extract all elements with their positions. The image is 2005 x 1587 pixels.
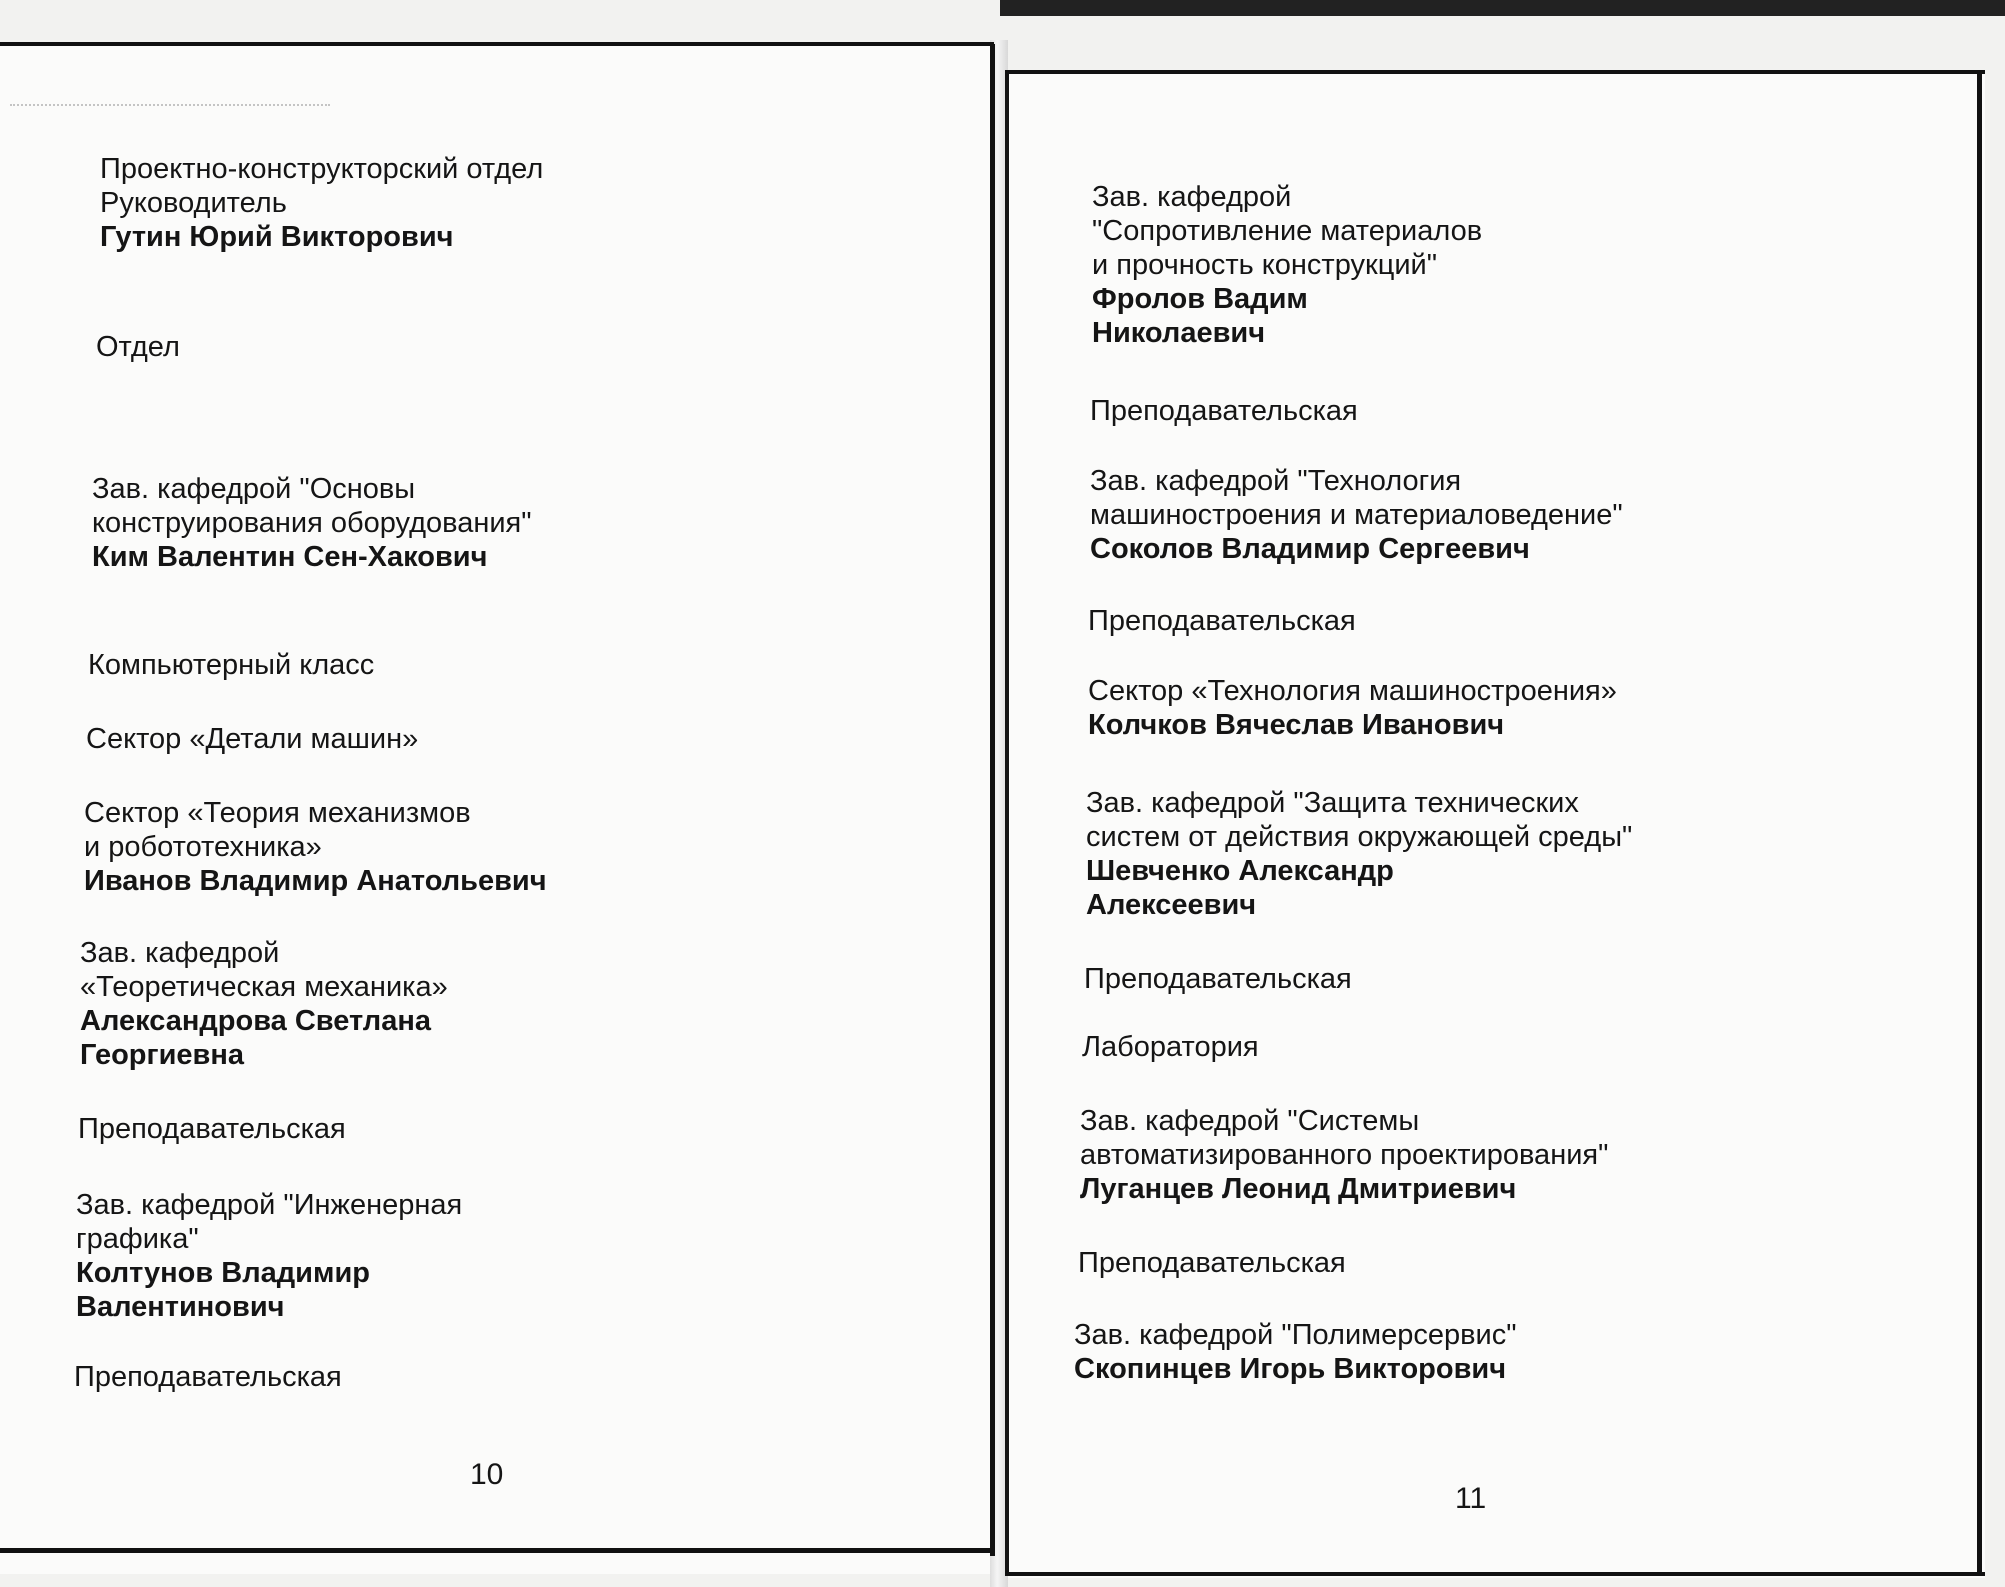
person-name: Валентинович	[76, 1291, 285, 1323]
person-name: Фролов Вадим	[1092, 283, 1308, 315]
person-name: Александрова Светлана	[80, 1005, 431, 1037]
right-frame-right	[1977, 70, 1982, 1576]
entry-title-line: «Теоретическая механика»	[80, 971, 448, 1003]
entry-title-line: Зав. кафедрой "Защита технических	[1086, 787, 1579, 819]
entry-title-line: Сектор «Теория механизмов	[84, 797, 471, 829]
person-name: Алексеевич	[1086, 889, 1257, 921]
entry-title-line: Зав. кафедрой "Технология	[1090, 465, 1462, 497]
person-name: Луганцев Леонид Дмитриевич	[1080, 1173, 1517, 1205]
entry-title-line: Зав. кафедрой "Основы	[92, 473, 416, 505]
entry-title-line: Зав. кафедрой "Полимерсервис"	[1074, 1319, 1517, 1351]
person-name: Скопинцев Игорь Викторович	[1074, 1353, 1507, 1385]
entry-title-line: Преподавательская	[78, 1113, 346, 1145]
entry-title-line: Преподавательская	[74, 1361, 342, 1393]
entry-title-line: Преподавательская	[1090, 395, 1358, 427]
entry-title-line: Руководитель	[100, 187, 287, 219]
right-frame-left	[1005, 70, 1009, 1576]
entry-title-line: Зав. кафедрой	[1092, 181, 1292, 213]
entry-title-line: графика"	[76, 1223, 199, 1255]
entry-title-line: Компьютерный класс	[88, 649, 375, 681]
entry-title-line: Отдел	[96, 331, 180, 363]
entry-title-line: автоматизированного проектирования"	[1080, 1139, 1609, 1171]
person-name: Колчков Вячеслав Иванович	[1088, 709, 1505, 741]
entry-title-line: Зав. кафедрой "Системы	[1080, 1105, 1420, 1137]
left-frame-top	[0, 42, 994, 46]
scan-edge	[1000, 0, 2005, 16]
entry-title-line: машиностроения и материаловедение"	[1090, 499, 1623, 531]
left-frame-bottom	[0, 1548, 990, 1553]
entry-title-line: и прочность конструкций"	[1092, 249, 1438, 281]
entry-title-line: Преподавательская	[1084, 963, 1352, 995]
person-name: Иванов Владимир Анатольевич	[84, 865, 547, 897]
entry-title-line: систем от действия окружающей среды"	[1086, 821, 1633, 853]
person-name: Соколов Владимир Сергеевич	[1090, 533, 1530, 565]
person-name: Шевченко Александр	[1086, 855, 1394, 887]
entry-title-line: Зав. кафедрой "Инженерная	[76, 1189, 463, 1221]
person-name: Николаевич	[1092, 317, 1266, 349]
entry-title-line: Проектно-конструкторский отдел	[100, 153, 544, 185]
person-name: Георгиевна	[80, 1039, 245, 1071]
page-number-left: 10	[470, 1458, 504, 1491]
right-frame-top	[1005, 70, 1985, 74]
person-name: Колтунов Владимир	[76, 1257, 371, 1289]
scan-artifact	[10, 104, 330, 108]
entry-title-line: конструирования оборудования"	[92, 507, 532, 539]
entry-title-line: Лаборатория	[1082, 1031, 1259, 1063]
left-frame-right	[990, 44, 995, 1556]
entry-title-line: Преподавательская	[1078, 1247, 1346, 1279]
entry-title-line: Сектор «Детали машин»	[86, 723, 419, 755]
person-name: Ким Валентин Сен-Хакович	[92, 541, 488, 573]
person-name: Гутин Юрий Викторович	[100, 221, 454, 253]
entry-title-line: "Сопротивление материалов	[1092, 215, 1483, 247]
right-frame-bottom	[1005, 1572, 1985, 1576]
page-number-right: 11	[1455, 1482, 1487, 1515]
entry-title-line: Сектор «Технология машиностроения»	[1088, 675, 1617, 707]
entry-title-line: Зав. кафедрой	[80, 937, 280, 969]
entry-title-line: и робототехника»	[84, 831, 322, 863]
entry-title-line: Преподавательская	[1088, 605, 1356, 637]
